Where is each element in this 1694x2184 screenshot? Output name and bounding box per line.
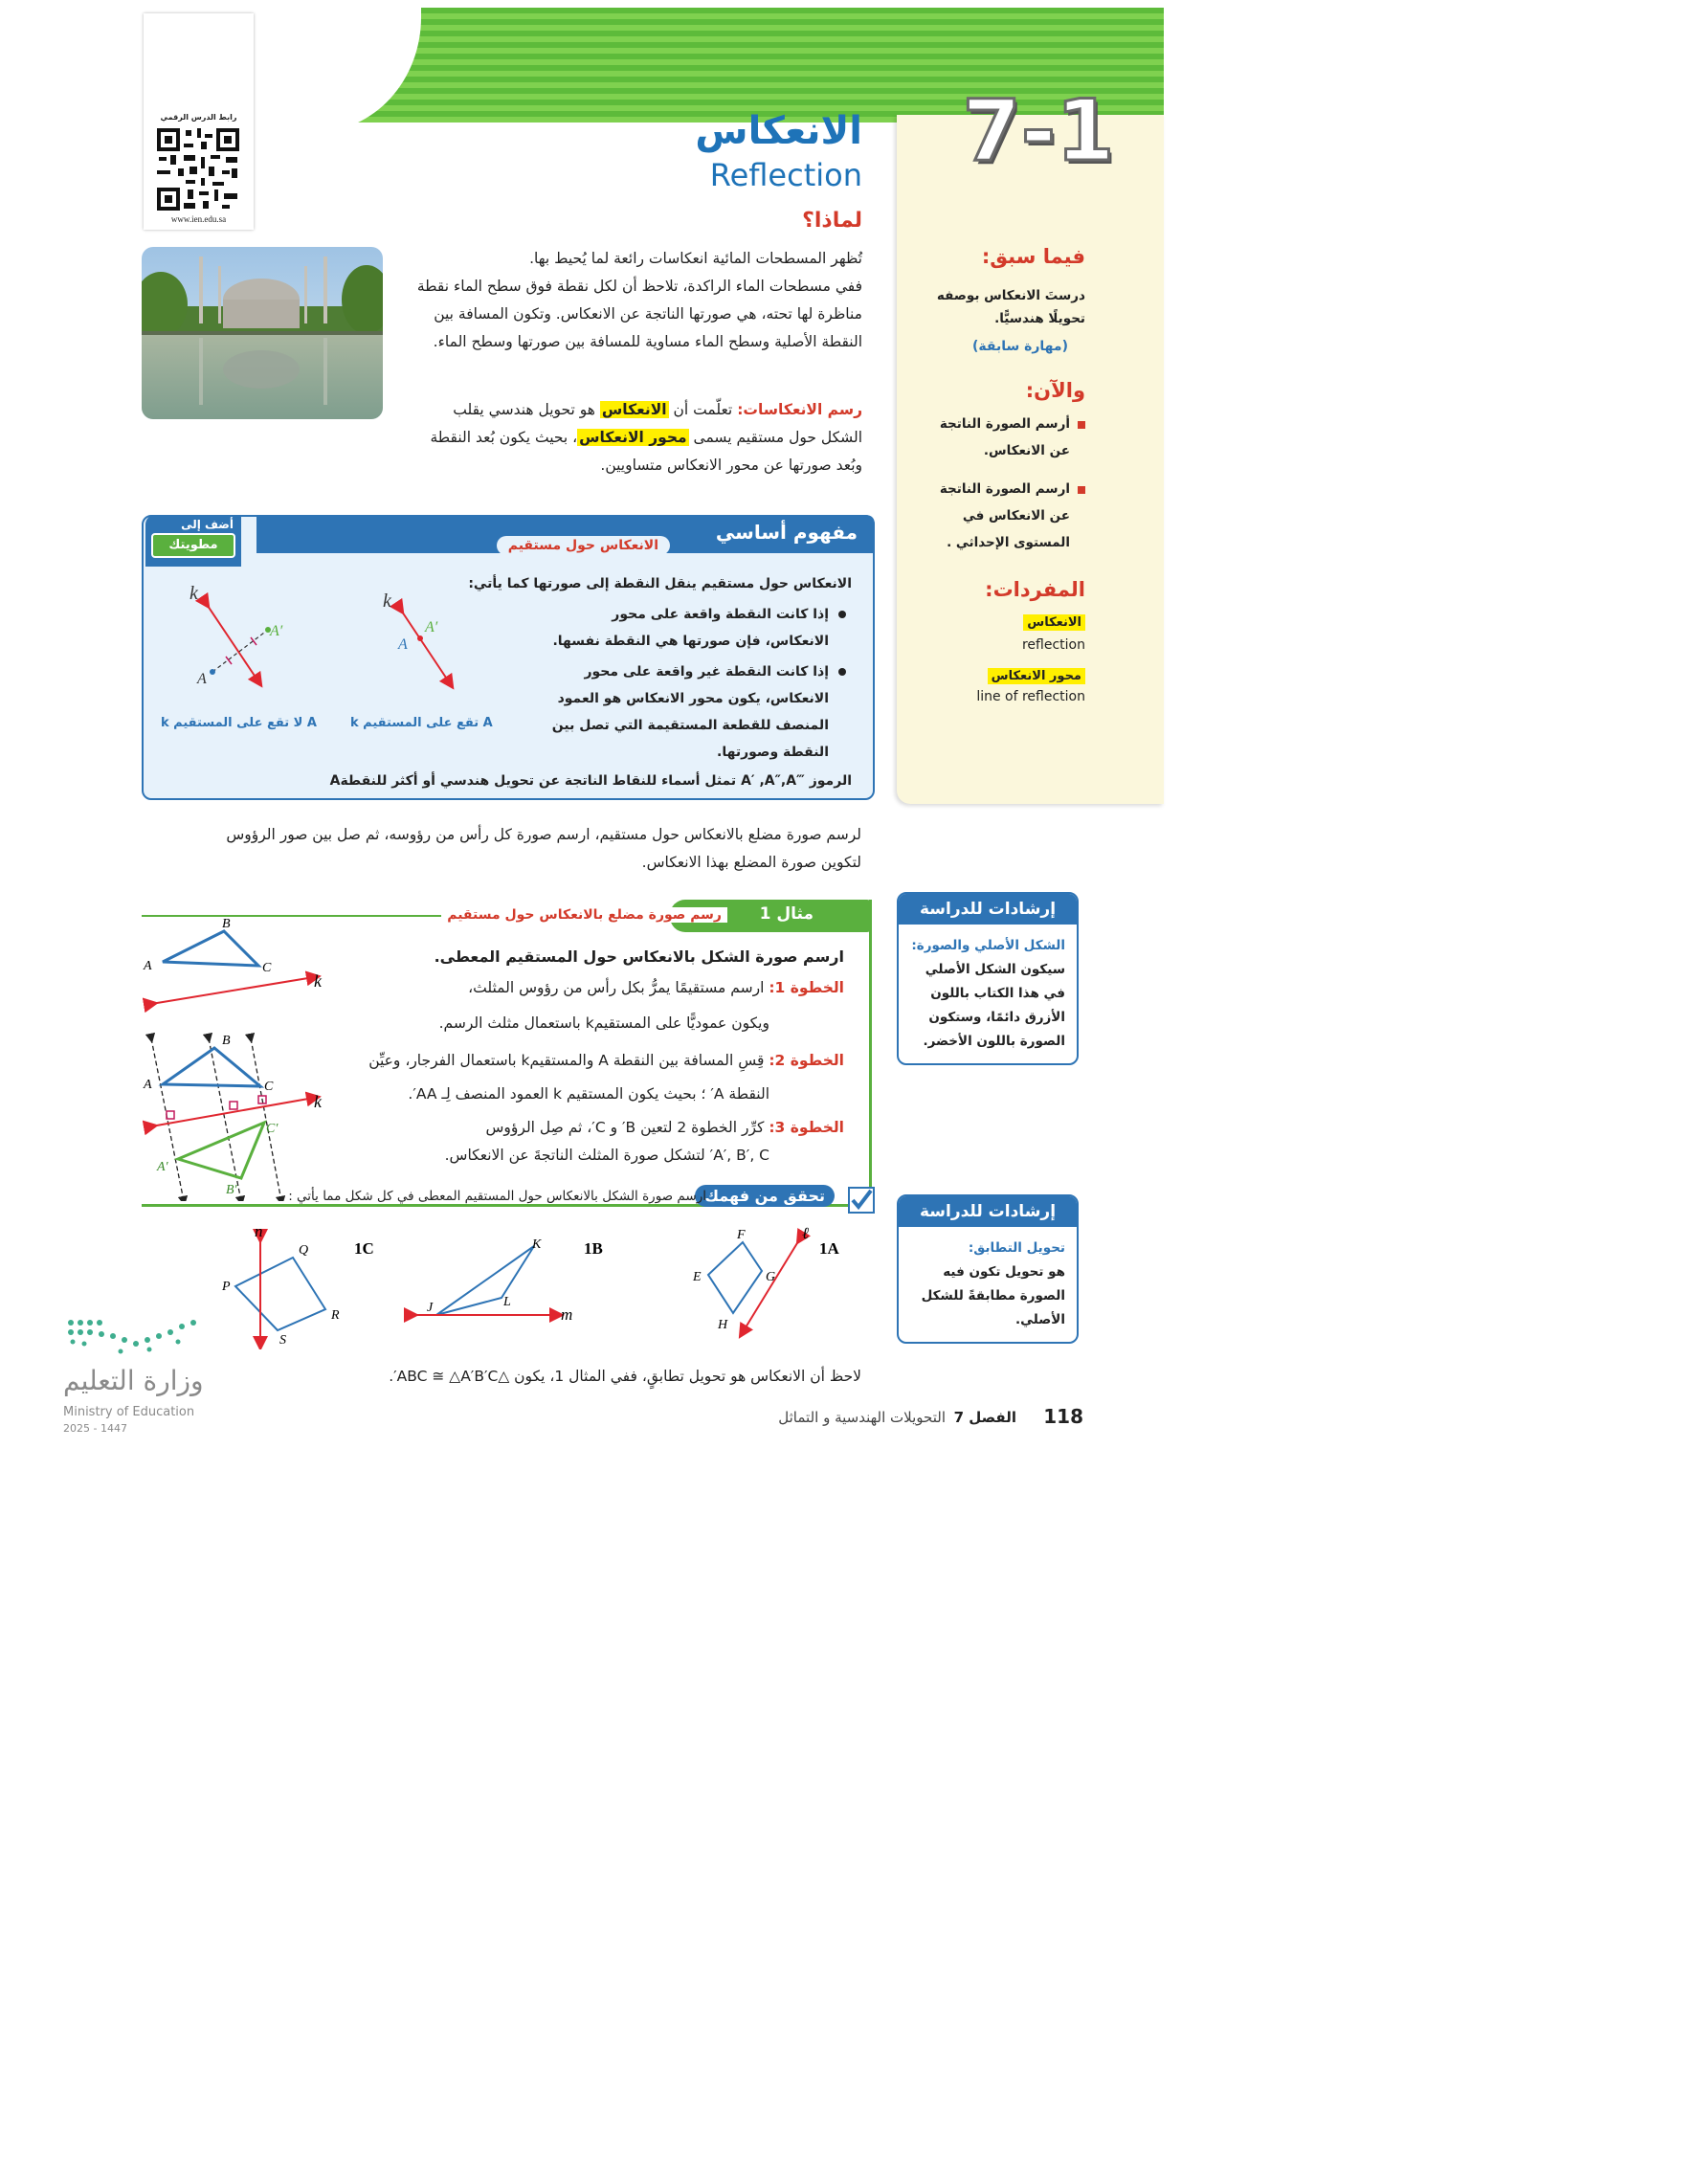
vocab-term-ar: محور الانعكاس <box>988 668 1085 684</box>
example-title: رسم صورة مضلع بالانعكاس حول مستقيم <box>441 907 727 923</box>
triangle-abc <box>163 931 258 966</box>
vocab-term-ar: الانعكاس <box>1023 614 1085 631</box>
drawing-text: الشكل حول مستقيم يسمى <box>693 429 862 446</box>
ministry-name-en: Ministry of Education <box>63 1405 195 1419</box>
label-a: A <box>144 1078 152 1092</box>
example-label: مثال 1 <box>759 904 814 924</box>
study-tip-head: إرشادات للدراسة <box>899 1196 1077 1227</box>
label-k: k <box>383 591 391 612</box>
step-text: A′, B′, C′ لتشكل صورة المثلث الناتجةَ عن الانعكاس. <box>444 1147 769 1164</box>
study-tip-head: إرشادات للدراسة <box>899 894 1077 925</box>
label-vertex: P <box>222 1280 231 1294</box>
study-tip-term: الشكل الأصلي والصورة: <box>911 938 1065 953</box>
label-a: A <box>398 636 408 653</box>
step-text: ويكون عموديًّا على المستقيمk باستعمال مثلث الرسم. <box>438 1014 769 1032</box>
sidebar-now-head: والآن: <box>1025 379 1085 402</box>
segment-aa-prime <box>212 630 268 672</box>
lesson-title-en: Reflection <box>709 157 862 193</box>
qr-url[interactable]: www.ien.edu.sa <box>170 214 227 224</box>
sidebar-before-text-1: درستَ الانعكاس بوصفه <box>936 288 1085 303</box>
polygon-intro-line: لتكوين صورة المضلع بهذا الانعكاس. <box>641 854 861 871</box>
chapter-title: التحويلات الهندسية و التماثل <box>778 1409 946 1426</box>
label-vertex: Q <box>299 1243 309 1258</box>
checkmark-icon <box>848 1187 875 1214</box>
sidebar-now-item-2-l2: عن الانعكاس في <box>962 508 1070 524</box>
foldable-tab[interactable] <box>145 515 241 567</box>
highlight-term: الانعكاس <box>601 401 667 418</box>
quadrilateral-pqrs <box>235 1258 325 1330</box>
qr-card[interactable] <box>144 13 254 230</box>
label-vertex: E <box>693 1270 702 1284</box>
caption-on-line: A تقع على المستقيم k <box>350 716 493 730</box>
bullet-icon <box>1078 421 1085 429</box>
qr-label: رابط الدرس الرقمي <box>160 113 237 122</box>
bullet-icon <box>838 668 846 676</box>
add-to-label: أضف إلى <box>181 518 234 531</box>
label-vertex: G <box>766 1270 776 1284</box>
example-step-2 <box>308 1047 844 1108</box>
study-tip-term: تحويل التطابق: <box>968 1240 1065 1256</box>
label-a: A <box>197 671 207 687</box>
label-line: m <box>561 1305 573 1324</box>
drawing-text: هو تحويل هندسي يقلب <box>453 401 595 418</box>
bullet-icon <box>1078 486 1085 494</box>
sidebar-now-item-1-l1: أرسم الصورة الناتجة <box>939 416 1070 432</box>
study-tip-text: سيكون الشكل الأصلي في هذا الكتاب باللون الأزرق دائمًا، وستكون الصورة باللون الأخضر. <box>923 962 1065 1049</box>
triangle-a-prime-b-prime-c-prime <box>178 1123 264 1178</box>
concept-symbols-note: الرموز ‴A′ ,A″,A تمثل أسماء للنقاط الناتجة عن تحويل هندسي أو أكثر للنقطةA <box>329 773 852 789</box>
point-a <box>417 635 423 641</box>
mosque-reflection-photo <box>142 247 383 419</box>
perpendicular-a <box>151 1038 184 1201</box>
polygon-intro-line: لرسم صورة مضلع بالانعكاس حول مستقيم، ارسم صورة كل رأس من رؤوسه، ثم صل بين صور الرؤوس <box>226 826 861 843</box>
why-line: تُظهر المسطحات المائية انعكاسات رائعة لما يُحيط بها. <box>529 250 862 267</box>
label-a-prime: A′ <box>270 623 283 639</box>
label-vertex: J <box>427 1301 434 1315</box>
label-a-prime: A′ <box>425 619 438 635</box>
point-a <box>210 669 215 675</box>
triangle-jkl <box>436 1246 534 1315</box>
why-line: مناظرة لها تحته، هي صورتها الناتجة عن الانعكاس. وتكون المسافة بين <box>434 305 862 323</box>
vocab-term-en: reflection <box>1021 637 1085 653</box>
check-understanding-head: تحقق من فهمك <box>695 1185 835 1207</box>
label-c: C <box>264 1080 274 1094</box>
example-prompt: ارسم صورة الشكل بالانعكاس حول المستقيم المعطى. <box>434 947 844 966</box>
label-b: B <box>222 917 231 931</box>
drawing-text: ، بحيث يكون بُعد النقطة <box>430 429 578 446</box>
sidebar-now-item-2-l1: ارسم الصورة الناتجة <box>939 481 1070 497</box>
step-label: الخطوة 1: <box>769 979 844 996</box>
check-diagrams <box>201 1225 861 1349</box>
label-vertex: R <box>331 1308 340 1323</box>
item-number: 1A <box>819 1239 839 1258</box>
lesson-title-ar: الانعكاس <box>695 109 862 153</box>
step-text: كرِّر الخطوة 2 لتعين B′ و C′، ثم صِل الرؤوس <box>485 1119 765 1136</box>
concept-bullet-2-l3: المنصف للقطعة المستقيمة التي تصل بين <box>551 718 829 733</box>
foldable-badge[interactable]: مطويتك <box>151 533 235 558</box>
ministry-name-ar: وزارة التعليم <box>63 1365 204 1396</box>
example-step-1 <box>308 974 844 1037</box>
label-a-prime: A′ <box>157 1160 168 1174</box>
study-tip-text: هو تحويل تكون فيه الصورة مطابقةً للشكل الأصلي. <box>921 1264 1065 1327</box>
step-label: الخطوة 3: <box>769 1119 844 1136</box>
sidebar-vocab-head: المفردات: <box>985 578 1085 601</box>
example-diagrams <box>142 914 343 1201</box>
concept-bullet-1-l1: إذا كانت النقطة واقعة على محور <box>612 607 829 622</box>
concept-bullet-2-l2: الانعكاس، يكون محور الانعكاس هو العمود <box>557 691 829 706</box>
why-head: لماذا؟ <box>802 209 862 233</box>
sidebar-prior-skill: (مهارة سابقة) <box>971 339 1068 354</box>
congruence-note: لاحظ أن الانعكاس هو تحويل تطابقٍ، ففي المثال 1، يكون △ABC ≅ △A′B′C′. <box>389 1368 861 1385</box>
chapter-label: الفصل 7 <box>953 1409 1016 1426</box>
drawing-head: رسم الانعكاسات: <box>737 401 862 418</box>
label-vertex: L <box>503 1295 511 1309</box>
label-line: n <box>255 1225 263 1240</box>
label-k: k <box>314 971 322 991</box>
drawing-reflections-text <box>288 396 862 479</box>
line-k <box>151 977 314 1004</box>
quadrilateral-efgh <box>708 1242 762 1313</box>
highlight-term: محور الانعكاس <box>579 429 687 446</box>
label-b-prime: B′ <box>226 1183 237 1197</box>
why-line: ففي مسطحات الماء الراكدة، تلاحظ أن لكل نقطة فوق سطح الماء نقطة <box>416 278 862 295</box>
step-label: الخطوة 2: <box>769 1052 844 1069</box>
label-line: ℓ <box>802 1225 810 1242</box>
key-concept-subtitle: الانعكاس حول مستقيم <box>497 536 670 555</box>
study-tip-card <box>897 1194 1079 1344</box>
study-tip-card <box>897 892 1079 1065</box>
perpendicular-c <box>251 1038 281 1201</box>
concept-bullet-2-l1: إذا كانت النقطة غير واقعة على محور <box>584 664 829 680</box>
lesson-number: 7-1 <box>962 81 1115 180</box>
label-c: C <box>262 961 272 975</box>
page-number: 118 <box>1043 1405 1083 1428</box>
sidebar-now-item-2-l3: المستوى الإحداثي . <box>947 535 1070 550</box>
example-step-3 <box>308 1114 844 1170</box>
concept-intro: الانعكاس حول مستقيم ينقل النقطة إلى صورتها كما يأتي: <box>468 576 852 591</box>
label-k: k <box>314 1092 322 1111</box>
caption-not-on-line: A لا تقع على المستقيم k <box>161 716 317 730</box>
item-number: 1C <box>354 1239 374 1258</box>
label-k: k <box>189 583 198 604</box>
sidebar-before-text-2: تحويلًا هندسيًّا. <box>994 311 1085 326</box>
concept-bullet-1-l2: الانعكاس، فإن صورتها هي النقطة نفسها. <box>552 634 829 649</box>
drawing-text: وبُعد صورتها عن محور الانعكاس متساويين. <box>600 457 862 474</box>
step-text: قِسِ المسافة بين النقطة A والمستقيمk باستعمال الفرجار، وعيِّن <box>368 1052 765 1069</box>
step-text: النقطة A′ ؛ بحيث يكون المستقيم k العمود المنصف لِـ AA′. <box>408 1085 769 1103</box>
label-vertex: S <box>279 1333 286 1348</box>
ministry-logo-icon <box>63 1313 207 1363</box>
bullet-icon <box>838 611 846 618</box>
vocab-term-en: line of reflection <box>976 689 1085 704</box>
label-c-prime: C′ <box>266 1122 279 1136</box>
label-vertex: H <box>718 1318 728 1332</box>
item-number: 1B <box>584 1239 603 1258</box>
ministry-year: 2025 - 1447 <box>63 1422 127 1435</box>
label-vertex: K <box>532 1237 542 1252</box>
sidebar-before-head: فيما سبق: <box>981 245 1085 268</box>
why-line: النقطة الأصلية وسطح الماء مساوية للمسافة بين صورتها وسطح الماء. <box>433 333 862 350</box>
label-vertex: F <box>737 1228 746 1242</box>
sidebar-now-item-1-l2: عن الانعكاس. <box>983 443 1070 458</box>
check-understanding-text: ارسم صورة الشكل بالانعكاس حول المستقيم المعطى في كل شكل مما يأتي : <box>288 1189 706 1204</box>
label-a: A <box>144 959 152 973</box>
qr-code-icon[interactable] <box>155 126 241 212</box>
polygon-intro <box>172 821 861 877</box>
why-text <box>403 245 862 356</box>
concept-bullet-2-l4: النقطة وصورتها. <box>717 745 829 760</box>
key-concept-title: مفهوم أساسي <box>715 521 858 544</box>
step-text: ارسم مستقيمًا يمرُّ بكل رأس من رؤوس المثلث، <box>468 979 765 996</box>
drawing-text: تعلّمت أن <box>673 401 733 418</box>
example-side-rule <box>869 900 872 1206</box>
label-b: B <box>222 1034 231 1048</box>
